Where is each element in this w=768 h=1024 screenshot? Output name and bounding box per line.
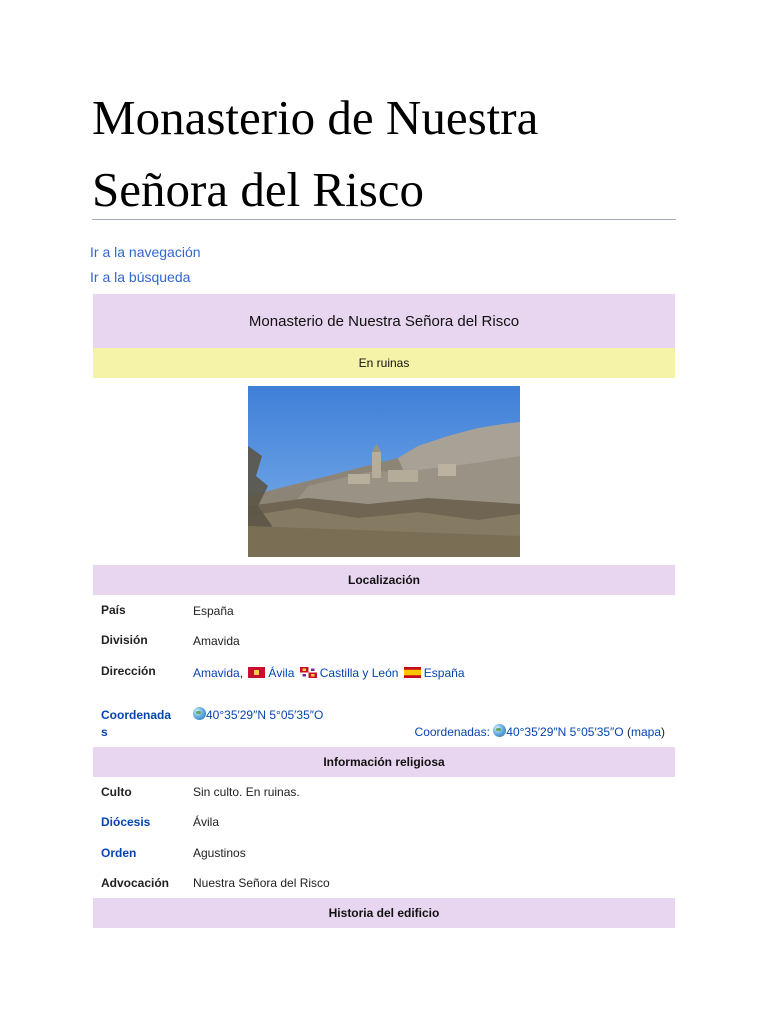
page-title-line-1: Monasterio de Nuestra	[92, 90, 539, 145]
castilla-leon-flag-icon	[300, 667, 317, 678]
infobox-image-row	[93, 378, 675, 565]
value-orden-link[interactable]: Agustinos	[193, 846, 246, 860]
row-culto	[93, 777, 675, 807]
page-title	[92, 82, 676, 226]
map-open-paren: (	[626, 725, 631, 739]
title-divider	[92, 219, 676, 220]
row-orden	[93, 838, 675, 868]
value-pais-link[interactable]: España	[193, 604, 234, 618]
monastery-photo[interactable]	[248, 386, 520, 557]
direccion-castilla-link[interactable]: Castilla y León	[319, 666, 399, 680]
globe-icon	[493, 724, 506, 737]
label-advocacion: Advocación	[101, 876, 170, 890]
infobox	[93, 294, 675, 928]
row-direccion	[93, 656, 675, 694]
row-coordenadas	[93, 694, 675, 747]
label-division: División	[101, 633, 148, 647]
direccion-espana-link[interactable]: España	[423, 666, 465, 680]
label-direccion: Dirección	[101, 664, 156, 678]
label-coordenadas-link[interactable]	[101, 707, 171, 741]
row-pais	[93, 595, 675, 625]
infobox-title: Monasterio de Nuestra Señora del Risco	[93, 294, 675, 348]
coordinates-footnote	[415, 724, 665, 739]
label-diocesis-link[interactable]: Diócesis	[101, 815, 151, 829]
map-link[interactable]: mapa	[630, 725, 661, 739]
value-culto: Sin culto. En ruinas.	[193, 785, 300, 799]
direccion-avila-link[interactable]: Ávila	[268, 666, 295, 680]
label-coordenadas-line-1: Coordenada	[101, 708, 172, 722]
status-banner: En ruinas	[93, 348, 675, 378]
jump-to-navigation-link[interactable]: Ir a la navegación	[90, 244, 201, 260]
row-diocesis	[93, 807, 675, 838]
globe-icon	[193, 707, 206, 720]
spain-flag-icon	[404, 667, 421, 678]
row-division	[93, 625, 675, 656]
value-division-link[interactable]: Amavida	[193, 634, 240, 648]
section-header-religious: Información religiosa	[93, 747, 675, 777]
value-coordenadas	[193, 707, 323, 722]
label-culto: Culto	[101, 785, 132, 799]
avila-flag-icon	[248, 667, 265, 678]
label-coordenadas-line-2: s	[101, 725, 108, 739]
coordenadas-link[interactable]: 40°35′29″N 5°05′35″O	[206, 708, 324, 722]
section-header-history: Historia del edificio	[93, 898, 675, 928]
direccion-separator: ,	[239, 666, 244, 680]
coordenadas-foot-link[interactable]: 40°35′29″N 5°05′35″O	[506, 725, 624, 739]
coordenadas-prefix-link[interactable]: Coordenadas:	[414, 725, 490, 739]
row-advocacion	[93, 868, 675, 898]
value-diocesis-link[interactable]: Ávila	[193, 815, 220, 829]
jump-to-search-link[interactable]: Ir a la búsqueda	[90, 269, 191, 285]
page-title-line-2: Señora del Risco	[92, 162, 425, 217]
map-close-paren: )	[661, 725, 665, 739]
value-direccion	[193, 666, 465, 680]
label-orden-link[interactable]: Orden	[101, 846, 137, 860]
direccion-amavida-link[interactable]: Amavida	[193, 666, 240, 680]
value-advocacion: Nuestra Señora del Risco	[193, 876, 330, 890]
label-pais: País	[101, 603, 126, 617]
section-header-location: Localización	[93, 565, 675, 595]
